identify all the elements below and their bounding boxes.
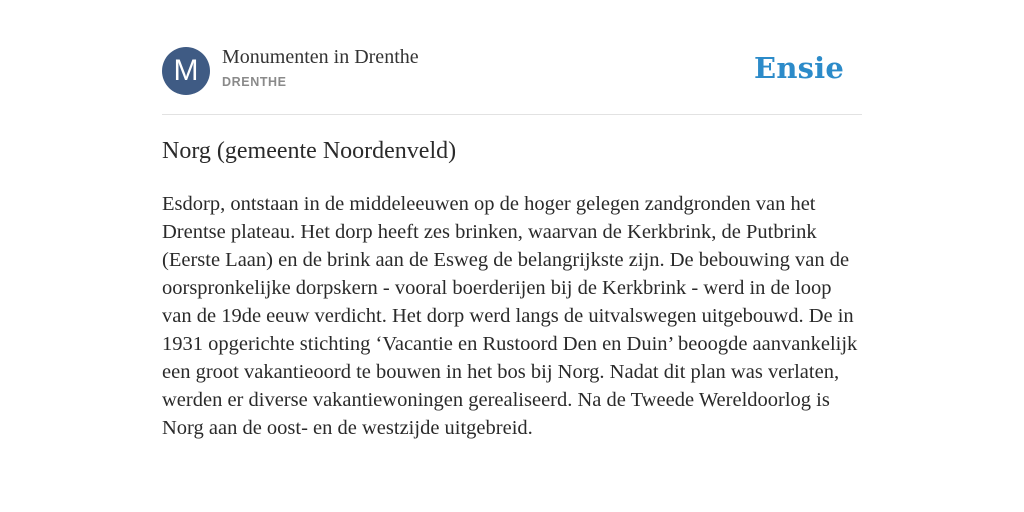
card-header bbox=[162, 0, 862, 115]
entry-title: Norg (gemeente Noordenveld) bbox=[162, 138, 457, 164]
source-title[interactable]: Monumenten in Drenthe bbox=[222, 46, 419, 68]
entry-card bbox=[162, 0, 862, 439]
brand-logo[interactable]: Ensie bbox=[754, 51, 844, 85]
avatar[interactable]: M bbox=[162, 47, 210, 95]
source-subtitle[interactable]: DRENTHE bbox=[222, 75, 287, 89]
entry-body: Esdorp, ontstaan in de middeleeuwen op de hoger gelegen zandgronden van het Drentse plateau. Het dorp heeft zes brinken, waarvan de Kerkbrink, de Putbrink (Eerste Laan) en de brink aan de Esweg de belangrijkste zijn. De bebouwing van de oorspronkelijke dorpskern - vooral boerderijen bij de Kerkbrink - werd in de loop van de 19de eeuw verdicht. Het dorp werd langs de uitvalswegen uitgebouwd. De in 1931 opgerichte stichting ‘Vacantie en Rustoord Den en Duin’ beoogde aanvankelijk een groot vakantieoord te bouwen in het bos bij Norg. Nadat dit plan was verlaten, werden er diverse vakantiewoningen gerealiseerd. Na de Tweede Wereldoorlog is Norg aan de oost- en de westzijde uitgebreid. bbox=[162, 193, 858, 439]
